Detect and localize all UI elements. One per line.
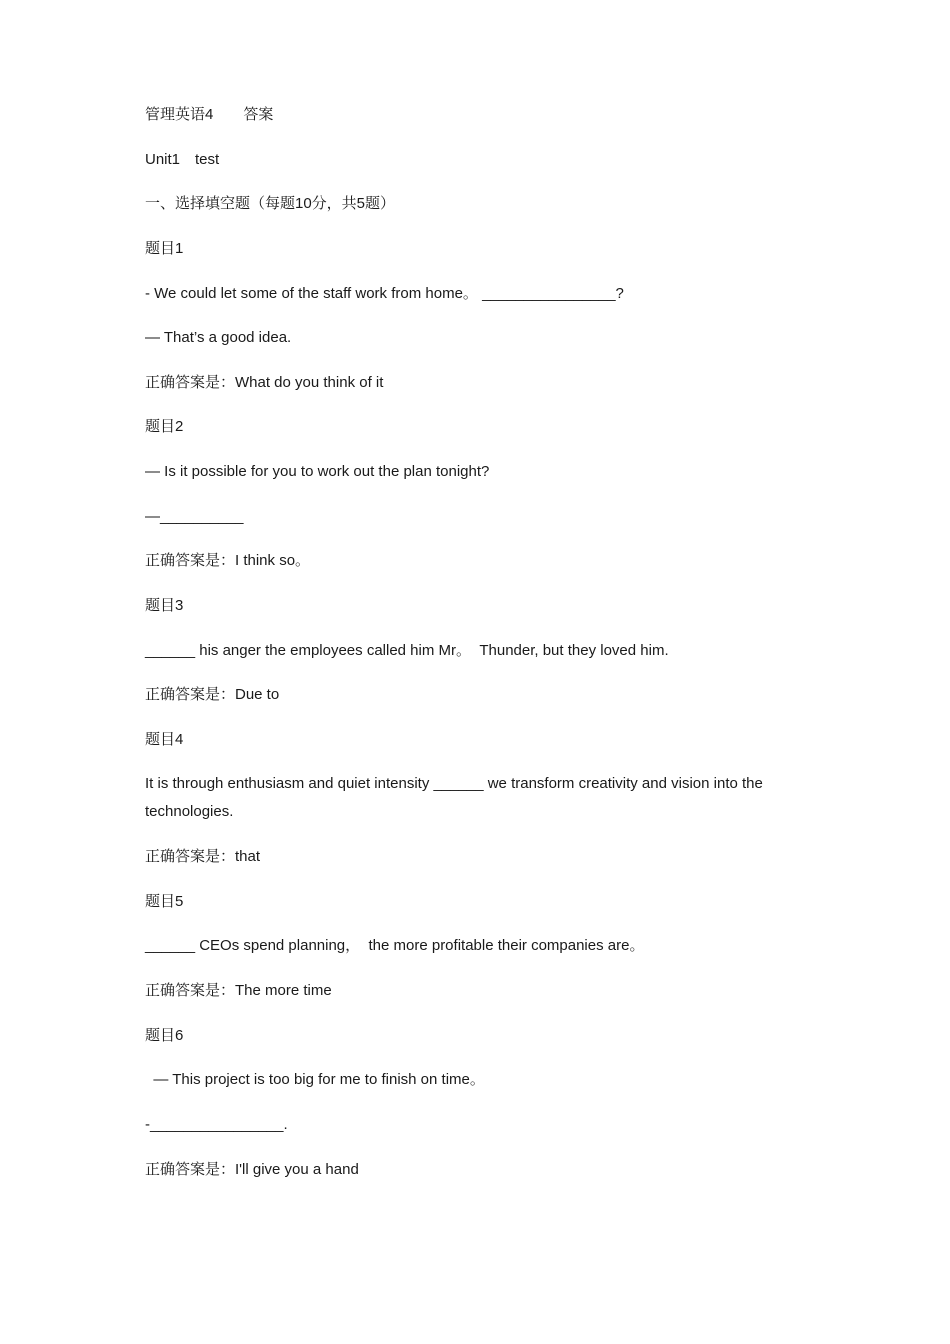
question-1-label: 题目1	[145, 240, 184, 257]
question-3-label: 题目3	[145, 597, 184, 614]
question-1-answer: 正确答案是：What do you think of it	[145, 374, 384, 391]
question-1-reply: — That’s a good idea.	[145, 329, 292, 346]
question-6-prompt: — This project is too big for me to finish on time。	[145, 1071, 485, 1088]
question-6-label: 题目6	[145, 1027, 184, 1044]
question-1-prompt: - We could let some of the staff work from home。 ________________?	[145, 285, 624, 302]
question-4-prompt: It is through enthusiasm and quiet intensity ______ we transform creativity and vision into the technologies.	[145, 775, 768, 820]
question-5-label: 题目5	[145, 893, 184, 910]
question-3-prompt: ______ his anger the employees called him Mr。 Thunder, but they loved him.	[145, 642, 669, 659]
question-2-label: 题目2	[145, 418, 184, 435]
question-5-answer: 正确答案是：The more time	[145, 982, 332, 999]
question-2-answer: 正确答案是：I think so。	[145, 552, 311, 569]
unit-heading: Unit1 test	[145, 151, 220, 168]
question-4-label: 题目4	[145, 731, 184, 748]
section-heading: 一、选择填空题（每题10分，共5题）	[145, 195, 396, 212]
question-3-answer: 正确答案是：Due to	[145, 686, 280, 703]
question-2-prompt: — Is it possible for you to work out the plan tonight?	[145, 463, 490, 480]
question-4-answer: 正确答案是：that	[145, 848, 261, 865]
question-6-reply: -________________.	[145, 1116, 288, 1133]
question-6-answer: 正确答案是：I'll give you a hand	[145, 1161, 359, 1178]
question-5-prompt: ______ CEOs spend planning， the more profitable their companies are。	[145, 937, 645, 954]
document-title: 管理英语4 答案	[145, 106, 274, 123]
question-2-reply: —__________	[145, 508, 244, 525]
